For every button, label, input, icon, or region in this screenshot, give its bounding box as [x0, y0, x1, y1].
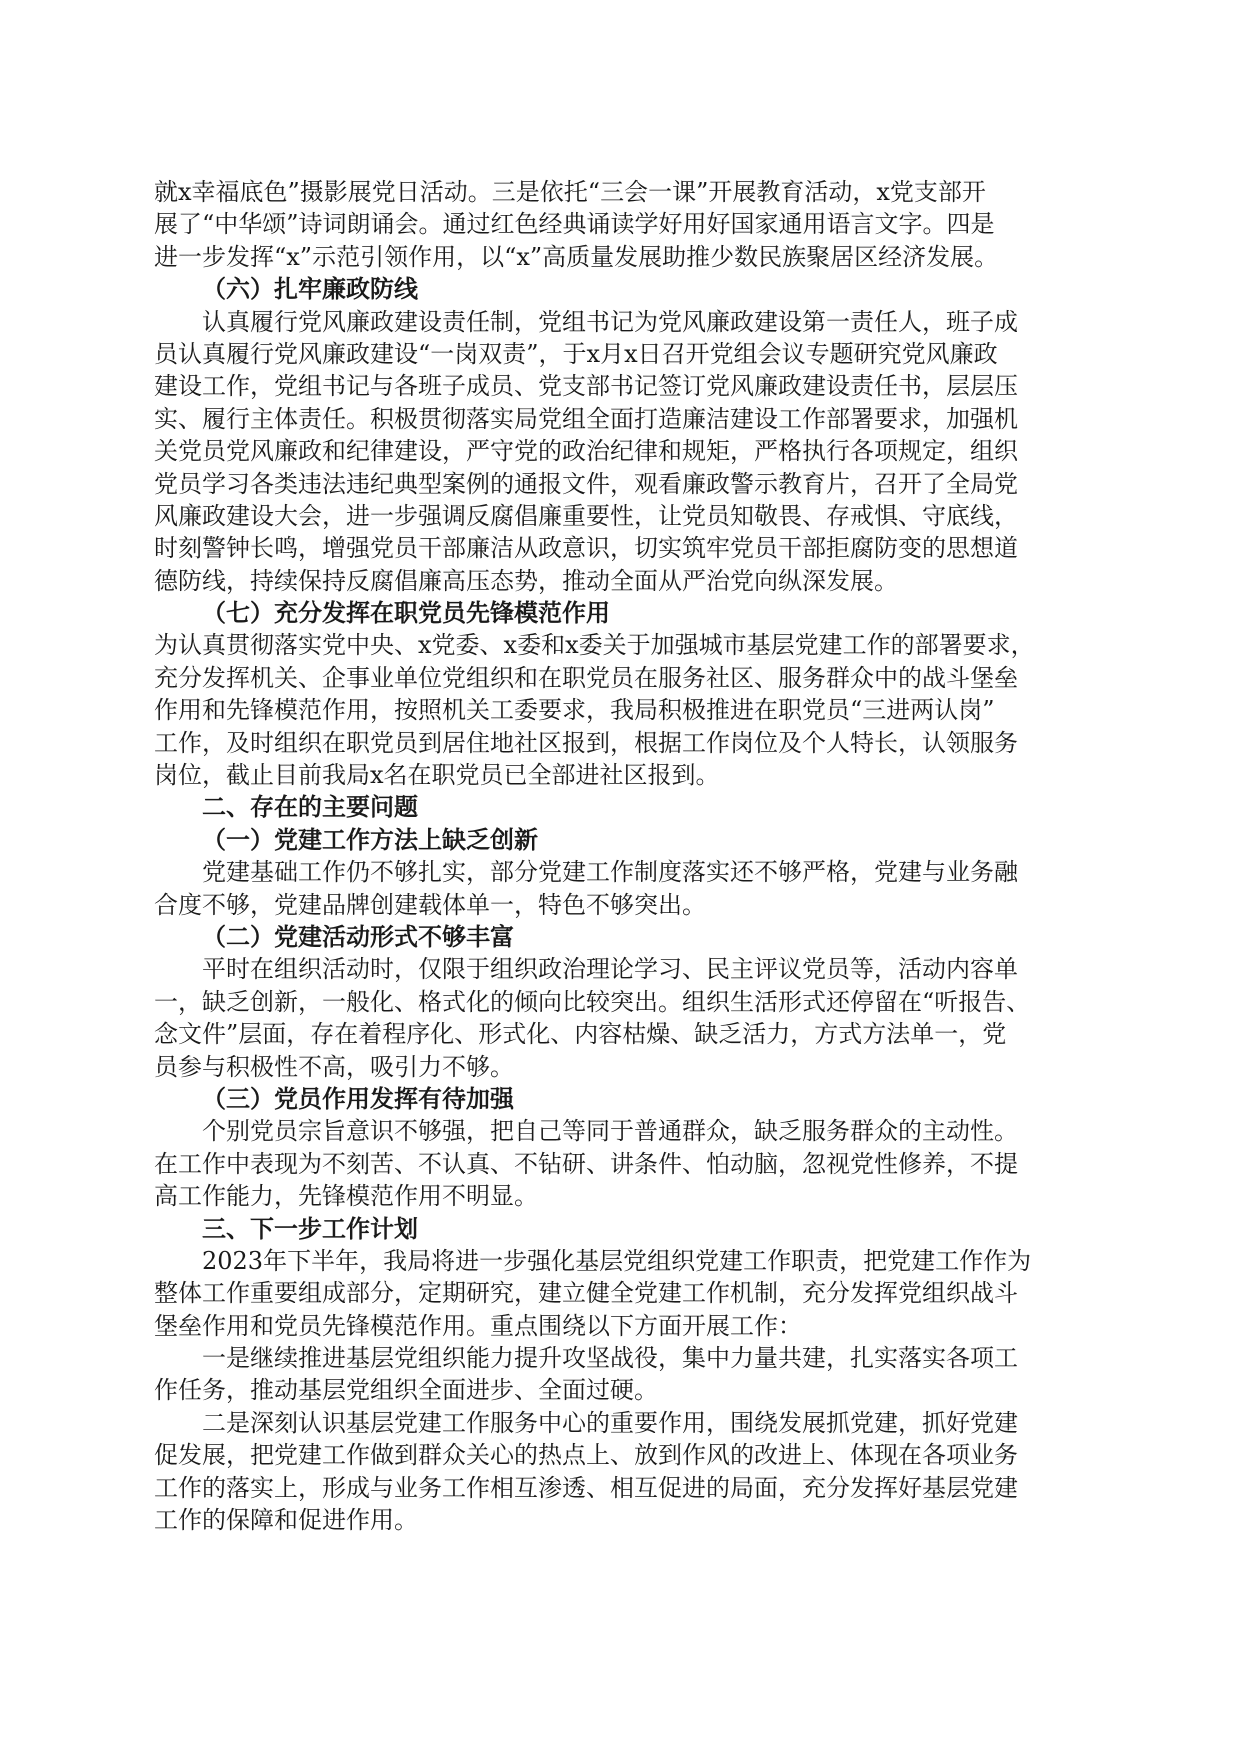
paragraph-line: 实、履行主体责任。积极贯彻落实局党组全面打造廉洁建设工作部署要求，加强机 [154, 404, 1018, 433]
paragraph-line: 就x幸福底色”摄影展党日活动。三是依托“三会一课”开展教育活动，x党支部开 [154, 178, 986, 206]
section-heading: （一）党建工作方法上缺乏创新 [202, 824, 538, 854]
paragraph-line: 高工作能力，先锋模范作用不明显。 [154, 1182, 538, 1211]
paragraph-line: 充分发挥机关、企事业单位党组织和在职党员在服务社区、服务群众中的战斗堡垒 [154, 663, 1018, 692]
section-heading: 三、下一步工作计划 [202, 1213, 418, 1243]
paragraph-line: 工作的保障和促进作用。 [154, 1506, 418, 1535]
section-heading: （二）党建活动形式不够丰富 [202, 921, 514, 951]
section-heading: （六）扎牢廉政防线 [202, 274, 418, 304]
section-heading: 二、存在的主要问题 [202, 792, 418, 822]
paragraph-line: 念文件”层面，存在着程序化、形式化、内容枯燥、缺乏活力，方式方法单一，党 [154, 1020, 1007, 1049]
paragraph-line: 整体工作重要组成部分，定期研究，建立健全党建工作机制，充分发挥党组织战斗 [154, 1279, 1018, 1308]
paragraph-line: 党员学习各类违法违纪典型案例的通报文件，观看廉政警示教育片，召开了全局党 [154, 469, 1018, 498]
paragraph-line: 员参与积极性不高，吸引力不够。 [154, 1052, 514, 1081]
paragraph-line: 促发展，把党建工作做到群众关心的热点上、放到作风的改进上、体现在各项业务 [154, 1441, 1018, 1470]
paragraph-line: 一，缺乏创新，一般化、格式化的倾向比较突出。组织生活形式还停留在“听报告、 [154, 987, 1031, 1016]
paragraph-line: 建设工作，党组书记与各班子成员、党支部书记签订党风廉政建设责任书，层层压 [154, 372, 1018, 401]
paragraph-line: 展了“中华颂”诗词朗诵会。通过红色经典诵读学好用好国家通用语言文字。四是 [154, 210, 995, 239]
paragraph-line: 认真履行党风廉政建设责任制，党组书记为党风廉政建设第一责任人，班子成 [202, 307, 1018, 336]
paragraph-line: 风廉政建设大会，进一步强调反腐倡廉重要性，让党员知敬畏、存戒惧、守底线， [154, 501, 1018, 530]
paragraph-line: 个别党员宗旨意识不够强，把自己等同于普通群众，缺乏服务群众的主动性。 [202, 1117, 1018, 1146]
paragraph-line: 一是继续推进基层党组织能力提升攻坚战役，集中力量共建，扎实落实各项工 [202, 1344, 1018, 1373]
paragraph-line: 在工作中表现为不刻苦、不认真、不钻研、讲条件、怕动脑，忽视党性修养，不提 [154, 1149, 1018, 1178]
paragraph-line: 为认真贯彻落实党中央、x党委、x委和x委关于加强城市基层党建工作的部署要求， [154, 631, 1035, 660]
section-heading: （三）党员作用发挥有待加强 [202, 1083, 514, 1113]
paragraph-line: 二是深刻认识基层党建工作服务中心的重要作用，围绕发展抓党建，抓好党建 [202, 1408, 1018, 1437]
paragraph-line: 进一步发挥“x”示范引领作用，以“x”高质量发展助推少数民族聚居区经济发展。 [154, 242, 999, 271]
paragraph-line: 德防线，持续保持反腐倡廉高压态势，推动全面从严治党向纵深发展。 [154, 566, 898, 595]
paragraph-line: 岗位，截止目前我局x名在职党员已全部进社区报到。 [154, 761, 720, 790]
paragraph-line: 工作，及时组织在职党员到居住地社区报到，根据工作岗位及个人特长，认领服务 [154, 728, 1018, 757]
paragraph-line: 作用和先锋模范作用，按照机关工委要求，我局积极推进在职党员“三进两认岗” [154, 696, 995, 725]
document-page [154, 176, 1054, 1536]
paragraph-line: 2023年下半年，我局将进一步强化基层党组织党建工作职责，把党建工作作为 [202, 1246, 1032, 1275]
paragraph-line: 作任务，推动基层党组织全面进步、全面过硬。 [154, 1376, 658, 1405]
paragraph-line: 时刻警钟长鸣，增强党员干部廉洁从政意识，切实筑牢党员干部拒腐防变的思想道 [154, 534, 1018, 563]
paragraph-line: 关党员党风廉政和纪律建设，严守党的政治纪律和规矩，严格执行各项规定，组织 [154, 437, 1018, 466]
paragraph-line: 员认真履行党风廉政建设“一岗双责”，于x月x日召开党组会议专题研究党风廉政 [154, 339, 998, 368]
paragraph-line: 平时在组织活动时，仅限于组织政治理论学习、民主评议党员等，活动内容单 [202, 955, 1018, 984]
paragraph-line: 合度不够，党建品牌创建载体单一，特色不够突出。 [154, 890, 706, 919]
section-heading: （七）充分发挥在职党员先锋模范作用 [202, 598, 610, 628]
paragraph-line: 堡垒作用和党员先锋模范作用。重点围绕以下方面开展工作： [154, 1311, 802, 1340]
paragraph-line: 工作的落实上，形成与业务工作相互渗透、相互促进的局面，充分发挥好基层党建 [154, 1473, 1018, 1502]
paragraph-line: 党建基础工作仍不够扎实，部分党建工作制度落实还不够严格，党建与业务融 [202, 858, 1018, 887]
